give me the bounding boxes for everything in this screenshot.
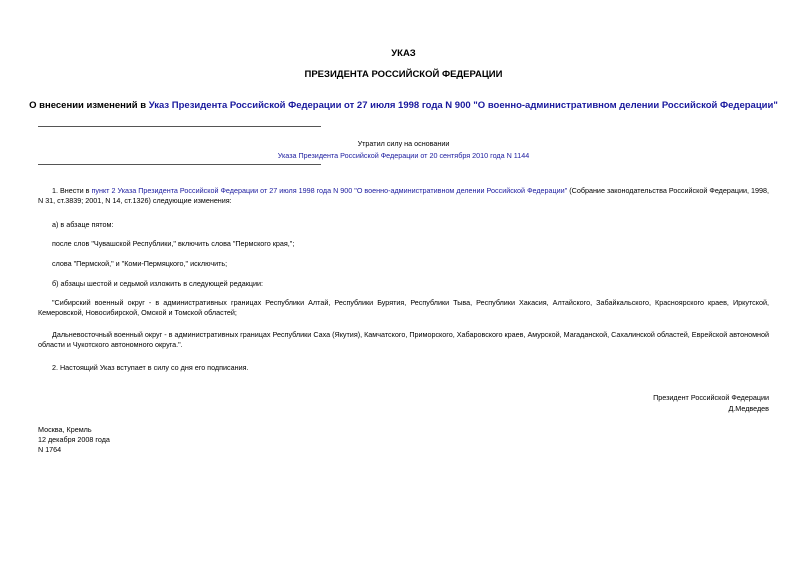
paragraph-8: 2. Настоящий Указ вступает в силу со дня его подписания.: [52, 363, 249, 372]
paragraph-1-link[interactable]: пункт 2 Указа Президента Российской Федерации от 27 июля 1998 года N 900 "О военно-административном делении Российской Федерации": [91, 186, 568, 195]
paragraph-3: после слов "Чувашской Республики," включить слова "Пермского края,";: [52, 239, 295, 248]
document-number: N 1764: [38, 445, 62, 454]
paragraph-7: Дальневосточный военный округ - в административных границах Республики Саха (Якутия), Камчатского, Приморского, Хабаровского краев, Амурской, Магаданской, Сахалинской областей, Еврейской автономной области и Чукотского автономного округа.".: [38, 330, 769, 349]
paragraph-6: "Сибирский военный округ - в административных границах Республики Алтай, Республики Бурятия, Республики Тыва, Республики Хакасия, Алтайского, Забайкальского, Красноярского краев, Иркутской, Кемеровской, Новосибирской, Омской и Томской областей;: [38, 298, 769, 317]
repeal-notice: Утратил силу на основании: [357, 139, 450, 148]
top-divider: [38, 126, 321, 127]
document-issuer: ПРЕЗИДЕНТА РОССИЙСКОЙ ФЕДЕРАЦИИ: [304, 69, 503, 80]
subtitle-decree-link[interactable]: Указ Президента Российской Федерации от 27 июля 1998 года N 900 "О военно-административном делении Российской Федерации": [148, 100, 778, 111]
paragraph-5: б) абзацы шестой и седьмой изложить в следующей редакции:: [52, 279, 264, 288]
paragraph-2: а) в абзаце пятом:: [52, 220, 114, 229]
place-date: 12 декабря 2008 года: [38, 435, 110, 444]
signature-position: Президент Российской Федерации: [653, 393, 769, 402]
subtitle-prefix: О внесении изменений в: [29, 100, 149, 111]
place-city: Москва, Кремль: [38, 425, 92, 434]
document-title: УКАЗ: [391, 48, 416, 59]
document-subtitle: [0, 100, 807, 111]
repeal-decree-link[interactable]: Указа Президента Российской Федерации от 20 сентября 2010 года N 1144: [277, 151, 530, 160]
paragraph-1-prefix: 1. Внести в: [52, 186, 92, 195]
paragraph-1-suffix: (Собрание законодательства Российской Федерации, 1998, N 31, ст.3839; 2001, N 14, ст.1326) следующие изменения:: [38, 186, 770, 205]
signature-name: Д.Медведев: [728, 404, 769, 413]
paragraph-4: слова "Пермской," и "Коми-Пермяцкого," исключить;: [52, 259, 228, 268]
paragraph-1: [38, 186, 769, 206]
bottom-divider: [38, 164, 321, 165]
